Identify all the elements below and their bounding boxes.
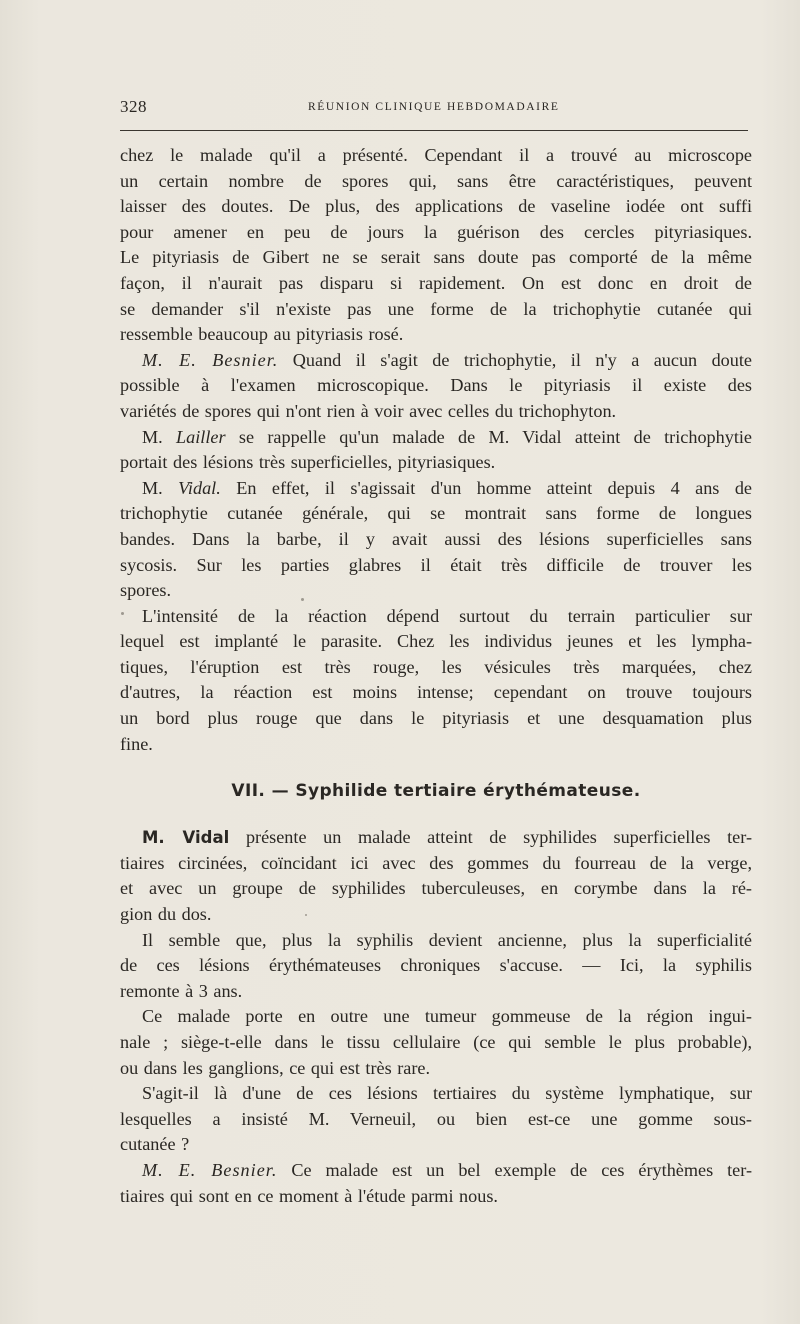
paragraph-intensite <box>120 604 752 758</box>
section-heading: VII. — Syphilide tertiaire érythémateuse. <box>231 781 641 802</box>
speaker-name: Lailler <box>176 426 226 447</box>
text-line: Ce malade porte en outre une tumeur gommeuse de la région ingui- <box>142 1006 752 1027</box>
paragraph-tumeur <box>120 1004 752 1081</box>
text-line: nale ; siège-t-elle dans le tissu cellulaire (ce qui semble le plus probable), <box>120 1032 752 1052</box>
text-line: Il semble que, plus la syphilis devient ancienne, plus la superficialité <box>142 929 752 950</box>
text-line: L'intensité de la réaction dépend surtout du terrain particulier sur <box>142 605 752 626</box>
paragraph-besnier <box>120 348 752 425</box>
paragraph-vidal <box>120 476 752 604</box>
text-line <box>120 825 752 851</box>
text-line <box>120 1158 752 1184</box>
page-header <box>120 97 750 121</box>
text-line: variétés de spores qui n'ont rien à voir avec celles du trichophyton. <box>120 400 617 421</box>
text-line: gion du dos. <box>120 904 212 925</box>
print-speck <box>301 598 304 601</box>
text-line: remonte à 3 ans. <box>120 980 243 1001</box>
text-line: un certain nombre de spores qui, sans être caractéristiques, peuvent <box>120 170 752 191</box>
text-run: se rappelle qu'un malade de M. Vidal atteint de trichophytie <box>238 426 753 447</box>
text-line: tiaires circinées, coïncidant ici avec des gommes du fourreau de la verge, <box>120 852 752 873</box>
speaker-name: Vidal. <box>178 477 221 498</box>
paragraph-question <box>120 1081 752 1158</box>
text-line: laisser des doutes. De plus, des applications de vaseline iodée ont suffi <box>120 196 752 217</box>
text-line: portait des lésions très superficielles, pityriasiques. <box>120 452 496 473</box>
paragraph-continuation <box>120 143 752 348</box>
text-line: Le pityriasis de Gibert ne se serait sans doute pas comporté de la même <box>120 247 752 268</box>
running-title: RÉUNION CLINIQUE HEBDOMADAIRE <box>308 101 560 113</box>
body-text <box>120 143 752 1209</box>
speaker-prefix: M. <box>142 426 163 447</box>
text-line: cutanée ? <box>120 1134 190 1155</box>
text-line: lesquelles a insisté M. Verneuil, ou bien est-ce une gomme sous- <box>120 1108 752 1129</box>
text-line: façon, il n'aurait pas disparu si rapidement. On est donc en droit de <box>120 272 752 293</box>
paragraph-semble <box>120 928 752 1005</box>
speaker-prefix: M. <box>142 477 163 498</box>
text-line: trichophytie cutanée générale, qui se montrait sans forme de longues <box>120 503 752 524</box>
text-line: un bord plus rouge que dans le pityriasis et une desquamation plus <box>120 708 752 729</box>
text-line: possible à l'examen microscopique. Dans le pityriasis il existe des <box>120 375 752 396</box>
print-speck <box>121 612 124 615</box>
text-line: ou dans les ganglions, ce qui est très rare. <box>120 1057 431 1078</box>
text-run: En effet, il s'agissait d'un homme atteint depuis 4 ans de <box>236 477 752 498</box>
text-line: spores. <box>120 580 172 601</box>
text-line <box>120 425 752 451</box>
speaker-name: M. E. Besnier. <box>142 1159 278 1180</box>
text-line: d'autres, la réaction est moins intense; cependant on trouve toujours <box>120 682 752 703</box>
text-line: pour amener en peu de jours la guérison des cercles pityriasiques. <box>120 221 752 242</box>
text-line: et avec un groupe de syphilides tuberculeuses, en corymbe dans la ré- <box>120 878 752 899</box>
page-number: 328 <box>120 97 147 116</box>
text-line <box>120 348 752 374</box>
paragraph-vidal-presente <box>120 825 752 927</box>
text-run: présente un malade atteint de syphilides superficielles ter- <box>245 827 752 848</box>
text-line: sycosis. Sur les parties glabres il était très difficile de trouver les <box>120 554 752 575</box>
text-line <box>120 476 752 502</box>
text-line: ressemble beaucoup au pityriasis rosé. <box>120 324 404 345</box>
print-speck <box>305 914 307 916</box>
text-run: Quand il s'agit de trichophytie, il n'y a aucun doute <box>292 349 752 370</box>
text-line: se demander s'il n'existe pas une forme de la trichophytie cutanée qui <box>120 298 752 319</box>
text-line: chez le malade qu'il a présenté. Cependant il a trouvé au microscope <box>120 145 752 165</box>
text-line: de ces lésions érythémateuses chroniques s'accuse. — Ici, la syphilis <box>120 955 752 976</box>
text-line: bandes. Dans la barbe, il y avait aussi des lésions superficielles sans <box>120 528 752 549</box>
text-line: fine. <box>120 733 153 754</box>
paragraph-besnier-final <box>120 1158 752 1209</box>
text-run: Ce malade est un bel exemple de ces érythèmes ter- <box>291 1159 752 1180</box>
speaker-name: M. E. Besnier. <box>142 349 279 370</box>
paragraph-lailler <box>120 425 752 476</box>
text-line: tiaires qui sont en ce moment à l'étude parmi nous. <box>120 1185 498 1206</box>
text-line: lequel est implanté le parasite. Chez les individus jeunes et les lympha- <box>120 631 752 652</box>
header-rule <box>120 130 748 131</box>
speaker-name: M. Vidal <box>142 828 230 848</box>
text-line: S'agit-il là d'une de ces lésions tertiaires du système lymphatique, sur <box>142 1083 752 1104</box>
text-line: tiques, l'éruption est très rouge, les vésicules très marquées, chez <box>120 656 752 677</box>
